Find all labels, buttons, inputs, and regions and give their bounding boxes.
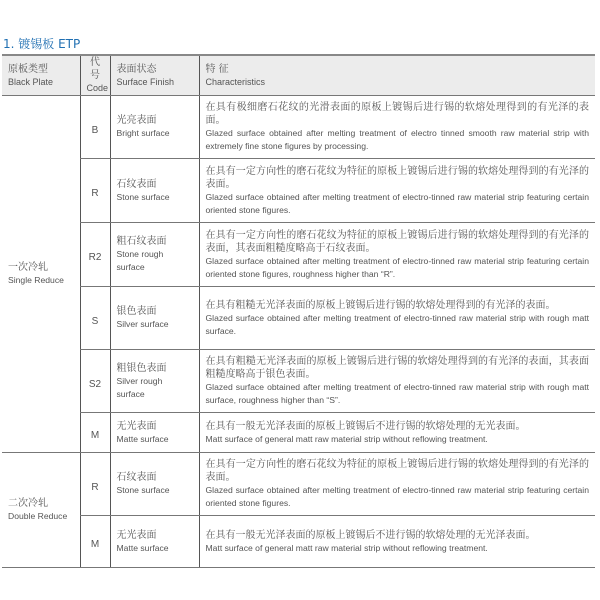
code-cell bbox=[80, 223, 110, 287]
plate-type-cell bbox=[2, 96, 80, 453]
finish-zh: 无光表面 bbox=[116, 529, 157, 541]
finish-cell bbox=[110, 516, 199, 568]
finish-cell bbox=[110, 287, 199, 350]
header-finish bbox=[110, 55, 199, 96]
code-cell bbox=[80, 159, 110, 223]
finish-cell bbox=[110, 413, 199, 453]
finish-zh: 石纹表面 bbox=[116, 472, 157, 483]
finish-cell bbox=[110, 159, 199, 223]
characteristics-en: Glazed surface obtained after melting treatment of electro-tinned raw material strip featuring certain oriented stone figures. bbox=[205, 485, 589, 508]
code: R bbox=[91, 188, 99, 199]
table-header bbox=[2, 55, 595, 96]
table-row bbox=[2, 350, 595, 413]
finish-cell bbox=[110, 350, 199, 413]
code: B bbox=[91, 124, 99, 136]
characteristics-cell bbox=[199, 453, 595, 516]
finish-zh: 粗石纹表面 bbox=[116, 236, 167, 247]
finish-zh: 石纹表面 bbox=[116, 178, 157, 190]
header-char-en: Characteristics bbox=[205, 76, 266, 87]
characteristics-zh: 在具有一定方向性的磨石花纹为特征的原板上镀锡后进行锡的软熔处理得到的有光泽的表面，其表面粗糙度略高于石纹表面。 bbox=[205, 229, 589, 254]
finish-zh: 银色表面 bbox=[116, 306, 157, 317]
characteristics-cell bbox=[199, 223, 595, 287]
header-plate-en: Black Plate bbox=[8, 76, 54, 87]
characteristics-zh: 在具有一定方向性的磨石花纹为特征的原板上镀锡后进行锡的软熔处理得到的有光泽的表面。 bbox=[205, 459, 589, 483]
characteristics-cell bbox=[199, 159, 595, 223]
characteristics-en: Matt surface of general matt raw material strip without reflowing treatment. bbox=[205, 542, 488, 553]
characteristics-en: Glazed surface obtained after melting treatment of electro-tinned raw material strip featuring certain oriented stone figures. bbox=[205, 191, 589, 215]
finish-zh: 无光表面 bbox=[116, 420, 157, 432]
code-cell bbox=[80, 350, 110, 413]
finish-cell bbox=[110, 223, 199, 287]
finish-en: Matte surface bbox=[116, 542, 169, 553]
table-row bbox=[2, 96, 595, 159]
header-code-en: Code bbox=[86, 83, 109, 93]
finish-zh: 粗银色表面 bbox=[116, 362, 167, 374]
header-plate bbox=[2, 55, 80, 96]
finish-en: Stone rough surface bbox=[116, 249, 164, 272]
table-row bbox=[2, 159, 595, 223]
code-cell bbox=[80, 413, 110, 453]
characteristics-zh: 在具有极细磨石花纹的光滑表面的原板上镀锡后进行锡的软熔处理得到的有光泽的表面。 bbox=[205, 102, 589, 126]
code: M bbox=[90, 539, 100, 550]
characteristics-zh: 在具有一定方向性的磨石花纹为特征的原板上镀锡后进行锡的软熔处理得到的有光泽的表面。 bbox=[205, 165, 589, 190]
table-row bbox=[2, 516, 595, 568]
characteristics-en: Glazed surface obtained after melting treatment of electro-tinned raw material strip with rough matt surface, roughness higher than “S”. bbox=[205, 382, 589, 405]
characteristics-zh: 在具有一般无光泽表面的原板上镀锡后不进行锡的软熔处理的无光表面。 bbox=[205, 420, 526, 432]
finish-en: Silver rough surface bbox=[116, 375, 163, 399]
code-cell bbox=[80, 287, 110, 350]
code-cell bbox=[80, 516, 110, 568]
header-characteristics bbox=[199, 55, 595, 96]
characteristics-cell bbox=[199, 96, 595, 159]
characteristics-zh: 在具有一般无光泽表面的原板上镀锡后不进行锡的软熔处理的无光泽表面。 bbox=[205, 529, 536, 541]
section-title: 1. 镀锡板 ETP bbox=[3, 37, 81, 51]
header-code-zh: 代号 bbox=[90, 57, 100, 81]
code: R2 bbox=[88, 252, 102, 263]
code: S bbox=[91, 315, 99, 327]
finish-zh: 光亮表面 bbox=[116, 115, 157, 126]
table-row bbox=[2, 413, 595, 453]
plate-type-zh: 二次冷轧 bbox=[8, 498, 48, 509]
finish-en: Matte surface bbox=[116, 433, 169, 444]
code: S2 bbox=[88, 378, 102, 390]
header-finish-zh: 表面状态 bbox=[116, 63, 157, 75]
header-plate-zh: 原板类型 bbox=[8, 63, 48, 75]
table-row bbox=[2, 223, 595, 287]
finish-cell bbox=[110, 96, 199, 159]
characteristics-cell bbox=[199, 287, 595, 350]
header-char-zh: 特 征 bbox=[205, 63, 229, 75]
plate-type-en: Double Reduce bbox=[8, 511, 68, 521]
finish-en: Stone surface bbox=[116, 485, 170, 495]
characteristics-en: Glazed surface obtained after melting treatment of electro tinned smooth raw material strip with extremely fine stone figures by processing. bbox=[205, 128, 589, 151]
characteristics-en: Glazed surface obtained after melting treatment of electro-tinned raw material strip with rough matt surface. bbox=[205, 312, 589, 336]
finish-en: Stone surface bbox=[116, 191, 170, 202]
code: M bbox=[90, 430, 100, 441]
plate-type-cell bbox=[2, 453, 80, 568]
characteristics-zh: 在具有粗糙无光泽表面的原板上镀锡后进行锡的软熔处理得到的有光泽的表面。 bbox=[205, 299, 556, 311]
header-code bbox=[80, 55, 110, 96]
characteristics-cell bbox=[199, 413, 595, 453]
finish-en: Silver surface bbox=[116, 319, 169, 329]
code: R bbox=[91, 481, 99, 493]
characteristics-en: Glazed surface obtained after melting treatment of electro-tinned raw material strip featuring certain oriented stone figures, roughness higher than “R”. bbox=[205, 255, 589, 279]
code-cell bbox=[80, 453, 110, 516]
table-row bbox=[2, 287, 595, 350]
finish-en: Bright surface bbox=[116, 128, 170, 138]
characteristics-zh: 在具有粗糙无光泽表面的原板上镀锡后进行锡的软熔处理得到的有光泽的表面，其表面粗糙度略高于银色表面。 bbox=[205, 356, 589, 380]
characteristics-cell bbox=[199, 516, 595, 568]
characteristics-en: Matt surface of general matt raw material strip without reflowing treatment. bbox=[205, 433, 488, 444]
etp-table bbox=[2, 54, 595, 568]
characteristics-cell bbox=[199, 350, 595, 413]
plate-type-en: Single Reduce bbox=[8, 275, 64, 285]
table-row bbox=[2, 453, 595, 516]
header-finish-en: Surface Finish bbox=[116, 76, 175, 87]
finish-cell bbox=[110, 453, 199, 516]
plate-type-zh: 一次冷轧 bbox=[8, 262, 48, 273]
code-cell bbox=[80, 96, 110, 159]
